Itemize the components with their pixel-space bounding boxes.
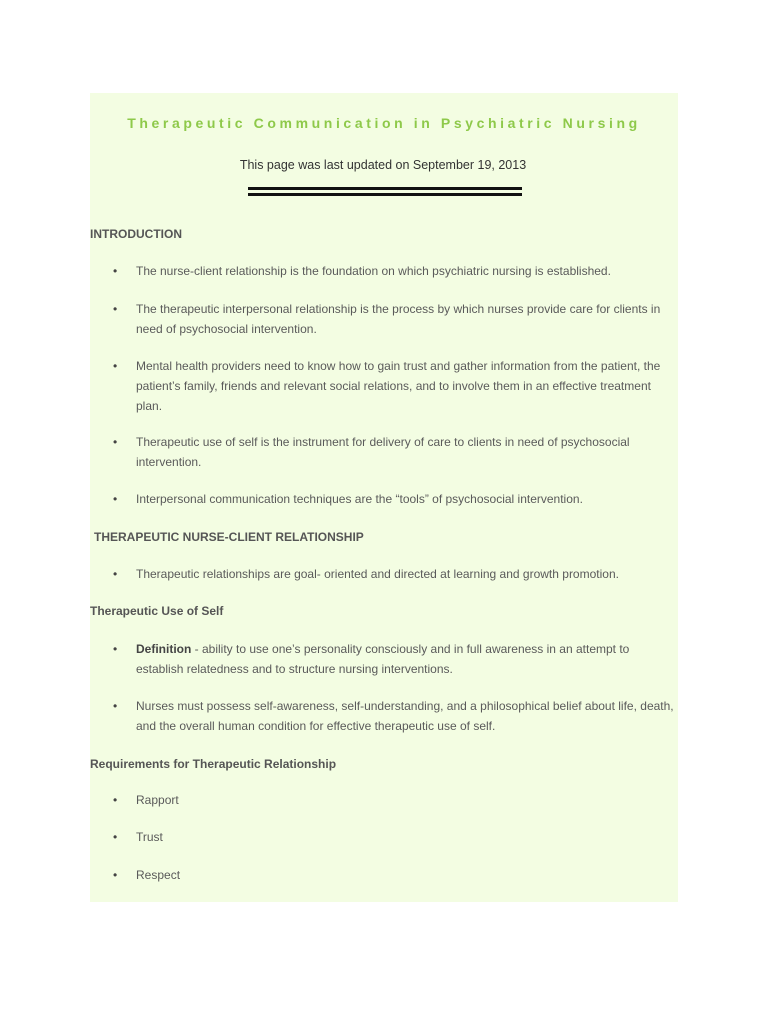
bullet-icon: • xyxy=(113,793,118,807)
divider-line-bottom xyxy=(248,193,522,196)
bullet-icon: • xyxy=(113,567,118,581)
list-item-text: Mental health providers need to know how to gain trust and gather information from the patient, the patient’s family, friends and relevant social relations, and to involve them in an effective treatment plan. xyxy=(136,359,661,413)
document-title: Therapeutic Communication in Psychiatric Nursing xyxy=(127,115,641,131)
bullet-icon: • xyxy=(113,868,118,882)
list-item-text: Rapport xyxy=(136,793,179,807)
bullet-icon: • xyxy=(113,699,118,713)
list-item-text: The nurse-client relationship is the foundation on which psychiatric nursing is established. xyxy=(136,264,611,278)
bullet-icon: • xyxy=(113,435,118,449)
list-item-text: Trust xyxy=(136,830,163,844)
list-item-text: Interpersonal communication techniques are the “tools” of psychosocial intervention. xyxy=(136,492,583,506)
heading-introduction: INTRODUCTION xyxy=(90,227,182,241)
bullet-icon: • xyxy=(113,492,118,506)
bullet-icon: • xyxy=(113,830,118,844)
list-item-text: Therapeutic use of self is the instrument for delivery of care to clients in need of psychosocial intervention. xyxy=(136,435,630,469)
divider-line-top xyxy=(248,187,522,190)
bullet-icon: • xyxy=(113,642,118,656)
bullet-icon: • xyxy=(113,264,118,278)
list-item-text xyxy=(136,639,676,679)
double-divider xyxy=(248,187,522,197)
heading-nurse-client-relationship: THERAPEUTIC NURSE-CLIENT RELATIONSHIP xyxy=(94,530,364,544)
heading-use-of-self: Therapeutic Use of Self xyxy=(90,604,224,618)
list-item-text: Therapeutic relationships are goal- oriented and directed at learning and growth promotion. xyxy=(136,567,619,581)
list-item-text: Respect xyxy=(136,868,181,882)
heading-requirements: Requirements for Therapeutic Relationship xyxy=(90,757,337,771)
bullet-icon: • xyxy=(113,302,118,316)
list-item-text: The therapeutic interpersonal relationship is the process by which nurses provide care for clients in need of psychosocial intervention. xyxy=(136,302,661,336)
bullet-icon: • xyxy=(113,359,118,373)
definition-label: Definition xyxy=(136,642,192,656)
definition-text: - ability to use one’s personality consciously and in full awareness in an attempt to establish relatedness and to structure nursing interventions. xyxy=(136,642,630,676)
last-updated-text: This page was last updated on September 19, 2013 xyxy=(239,158,527,172)
list-item-text: Nurses must possess self-awareness, self-understanding, and a philosophical belief about life, death, and the overall human condition for effective therapeutic use of self. xyxy=(136,699,674,733)
